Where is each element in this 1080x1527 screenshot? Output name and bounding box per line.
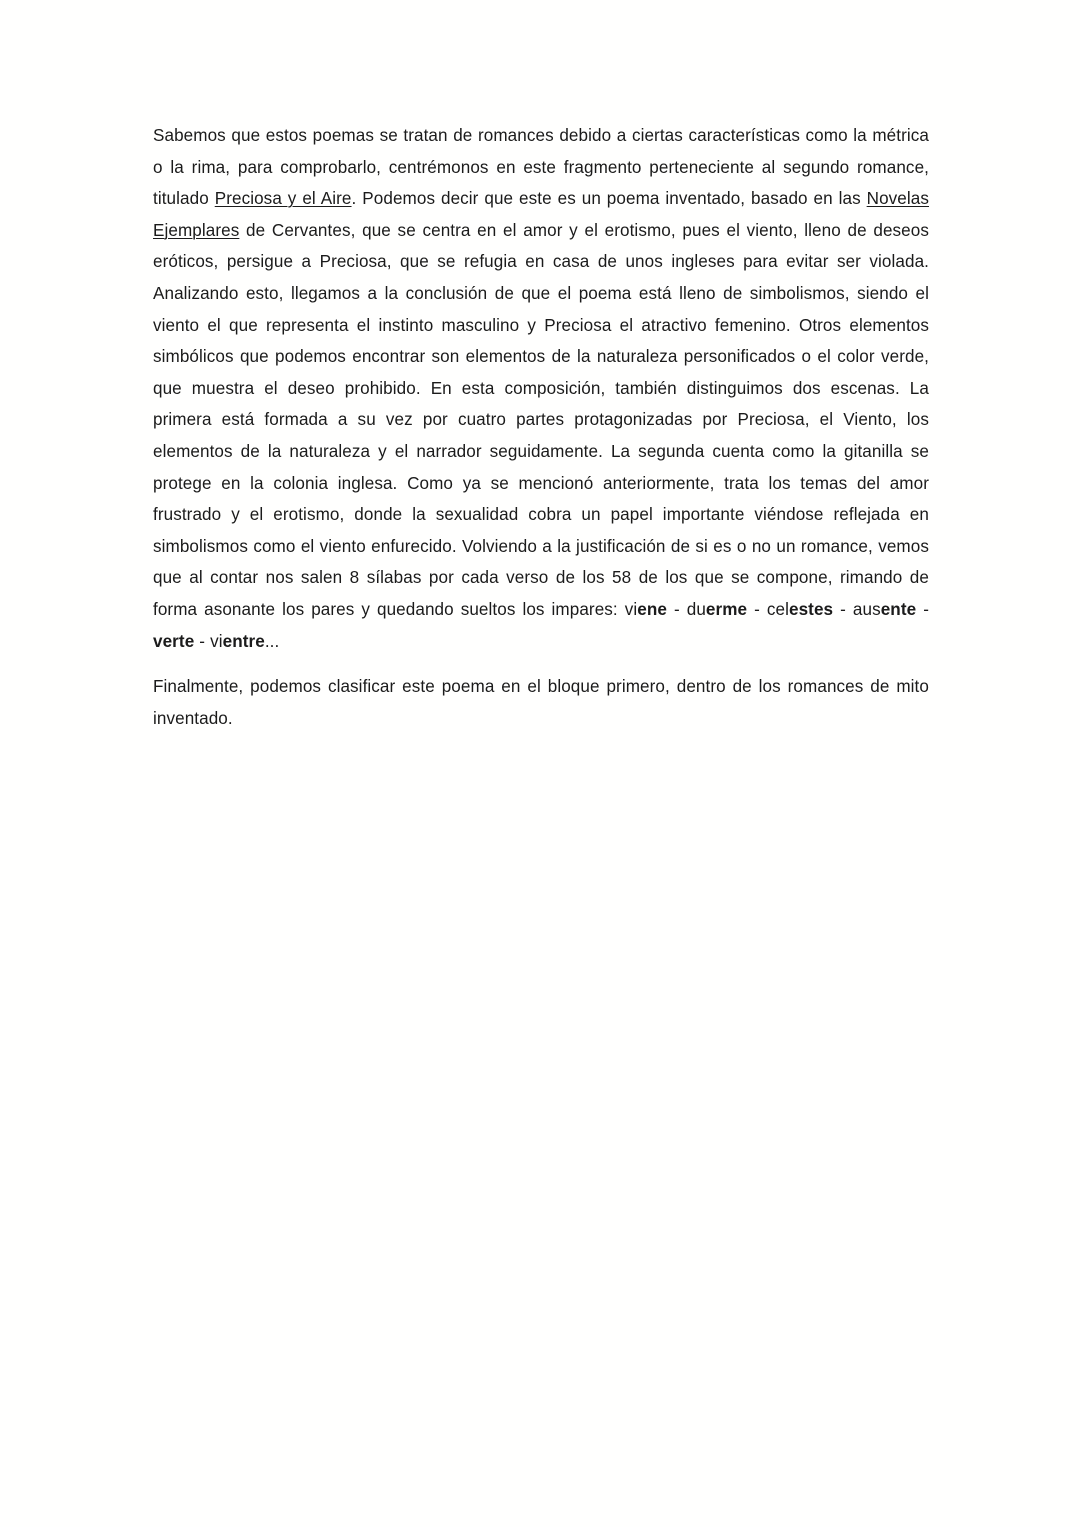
text-run: - aus [833,599,881,619]
bold-run: entre [222,631,265,651]
underlined-title: Preciosa y el Aire [214,189,352,209]
paragraph-analysis [153,120,929,657]
text-run: Finalmente, podemos clasificar este poema en el bloque primero, dentro de los romances de mito inventado. [153,677,929,728]
text-run: - [916,599,929,619]
bold-run: erme [705,599,748,619]
text-run: - du [666,599,706,619]
bold-run: ene [637,599,667,619]
bold-run: estes [789,599,834,619]
text-run: de Cervantes, que se centra en el amor y el erotismo, pues el viento, lleno de deseos eróticos, persigue a Preciosa, que se refugia en casa de unos ingleses para evitar ser violada. Analizando esto, llegamos a la conclusión de que el poema está lleno de simbolismos, siendo el viento el que representa el instinto masculino y Preciosa el atractivo femenino. Otros elementos simbólicos que podemos encontrar son elementos de la naturaleza personificados o el color verde, que muestra el deseo prohibido. En esta composición, también distinguimos dos escenas. La primera está formada a su vez por cuatro partes protagonizadas por Preciosa, el Viento, los elementos de la naturaleza y el narrador seguidamente. La segunda cuenta como la gitanilla se protege en la colonia inglesa. Como ya se mencionó anteriormente, trata los temas del amor frustrado y el erotismo, donde la sexualidad cobra un papel importante viéndose reflejada en simbolismos como el viento enfurecido. Volviendo a la justificación de si es o no un romance, vemos que al contar nos salen 8 sílabas por cada verso de los 58 de los que se compone, rimando de forma asonante los pares y quedando sueltos los impares: vi [153,220,929,619]
text-run: - vi [194,631,223,651]
paragraph-conclusion [153,671,929,734]
document-text-body [153,120,929,734]
underlined-title: Novelas Ejemplares [153,189,929,240]
text-run: Sabemos que estos poemas se tratan de romances debido a ciertas características como la métrica o la rima, para comprobarlo, centrémonos en este fragmento perteneciente al segundo romance, titulado [153,126,929,209]
text-run: . Podemos decir que este es un poema inventado, basado en las [351,189,867,209]
text-run: ... [264,631,280,651]
bold-run: ente [880,599,917,619]
bold-run: verte [153,631,195,651]
text-run: - cel [747,599,789,619]
